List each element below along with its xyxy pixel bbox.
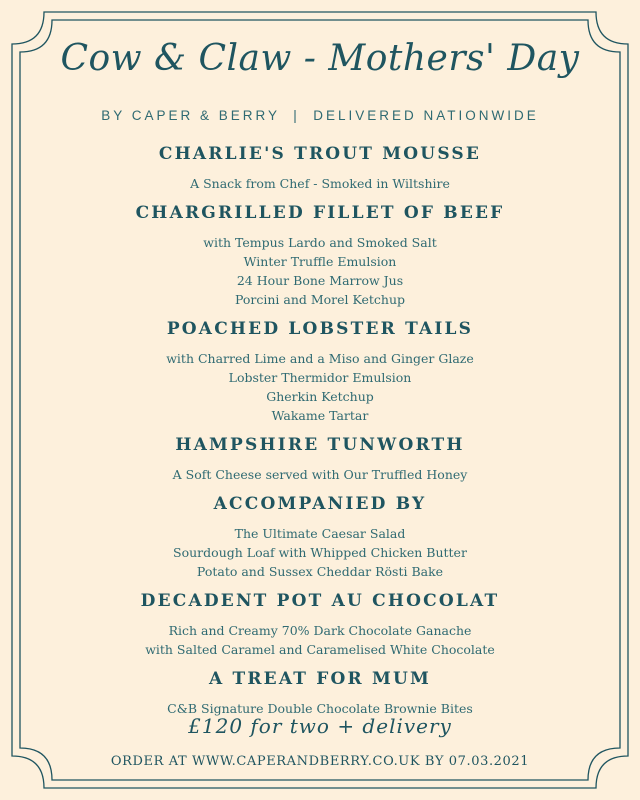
menu-item: Sourdough Loaf with Whipped Chicken Butter <box>173 545 467 560</box>
section-heading: CHARGRILLED FILLET OF BEEF <box>135 203 505 223</box>
menu-item: A Soft Cheese served with Our Truffled Honey <box>172 467 468 482</box>
menu-item: The Ultimate Caesar Salad <box>234 526 406 541</box>
section-heading: DECADENT POT AU CHOCOLAT <box>140 591 500 611</box>
menu-section <box>0 589 640 667</box>
menu-item: C&B Signature Double Chocolate Brownie Bites <box>167 701 473 716</box>
menu-item: with Salted Caramel and Caramelised White Chocolate <box>145 642 495 657</box>
section-heading: ACCOMPANIED BY <box>213 494 427 514</box>
menu-item: 24 Hour Bone Marrow Jus <box>236 273 404 288</box>
section-heading: A TREAT FOR MUM <box>208 669 432 689</box>
menu-item: with Tempus Lardo and Smoked Salt <box>203 235 437 250</box>
menu-item: with Charred Lime and a Miso and Ginger Glaze <box>166 351 474 366</box>
menu-item: Gherkin Ketchup <box>266 389 374 404</box>
menu-title: Cow & Claw - Mothers' Day <box>60 38 580 79</box>
menu-section <box>0 201 640 317</box>
menu-subtitle: BY CAPER & BERRY | DELIVERED NATIONWIDE <box>101 108 539 123</box>
menu-item: Winter Truffle Emulsion <box>243 254 397 269</box>
menu-section <box>0 142 640 201</box>
menu-item: Lobster Thermidor Emulsion <box>228 370 412 385</box>
section-heading: HAMPSHIRE TUNWORTH <box>175 435 465 455</box>
menu-item: Potato and Sussex Cheddar Rösti Bake <box>196 564 444 579</box>
menu-item: A Snack from Chef - Smoked in Wiltshire <box>190 176 450 191</box>
menu-item: Porcini and Morel Ketchup <box>234 292 406 307</box>
section-heading: POACHED LOBSTER TAILS <box>166 319 474 339</box>
price-line: £120 for two + delivery <box>188 714 452 738</box>
section-heading: CHARLIE'S TROUT MOUSSE <box>158 144 482 164</box>
menu-section <box>0 317 640 433</box>
menu-sections <box>0 142 640 726</box>
menu-item: Rich and Creamy 70% Dark Chocolate Ganache <box>168 623 472 638</box>
menu-item: Wakame Tartar <box>271 408 369 423</box>
menu-section <box>0 433 640 492</box>
order-info: ORDER AT WWW.CAPERANDBERRY.CO.UK BY 07.03.2021 <box>110 754 530 769</box>
menu-section <box>0 492 640 589</box>
